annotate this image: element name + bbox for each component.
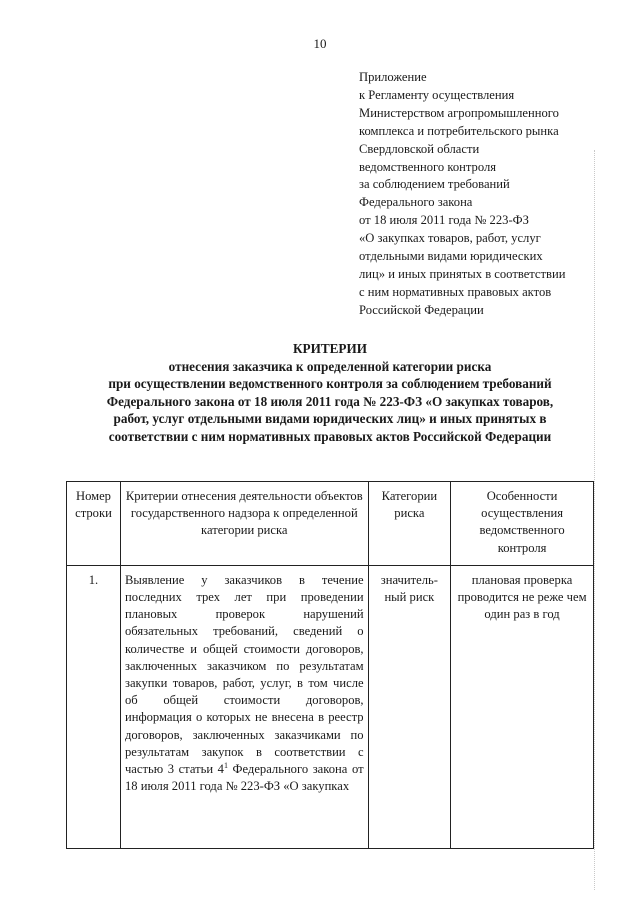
appendix-line: Свердловской области xyxy=(359,141,480,156)
appendix-line: Федерального закона xyxy=(359,195,473,210)
scan-edge-divider xyxy=(594,150,595,890)
table-row xyxy=(67,565,594,848)
header-criteria: Критерии отнесения деятельности объектов государственного надзора к определенной категории риска xyxy=(120,482,368,566)
row-risk-category: значитель-ный риск xyxy=(368,565,451,848)
row-number: 1. xyxy=(67,565,121,848)
title-line: соответствии с ним нормативных правовых актов Российской Федерации xyxy=(108,428,552,444)
appendix-line: отдельными видами юридических xyxy=(359,249,543,264)
appendix-line: Министерством агропромышленного xyxy=(359,105,559,120)
appendix-line: от 18 июля 2011 года № 223-ФЗ xyxy=(359,213,529,228)
header-control-features: Особенности осуществления ведомственного контроля xyxy=(451,482,594,566)
appendix-note xyxy=(359,69,609,320)
appendix-line: к Регламенту осуществления xyxy=(359,87,515,102)
appendix-line: с ним нормативных правовых актов xyxy=(359,284,552,299)
page-number: 10 xyxy=(313,36,327,51)
criterion-text-tail: Федерального закона от 18 июля 2011 года № 223-ФЗ «О закупках xyxy=(124,762,364,794)
appendix-line: Приложение xyxy=(359,70,427,84)
title-line: Федерального закона от 18 июля 2011 года № 223-ФЗ «О закупках товаров, xyxy=(106,393,554,409)
row-control-feature: плановая проверка проводится не реже чем один раз в год xyxy=(451,565,594,848)
criterion-superscript: 1 xyxy=(223,760,228,770)
appendix-line: лиц» и иных принятых в соответствии xyxy=(359,266,566,281)
appendix-line: за соблюдением требований xyxy=(359,177,510,192)
row-criterion xyxy=(120,565,368,848)
criteria-table xyxy=(66,481,594,849)
title-line: работ, услуг отдельными видами юридических лиц» и иных принятых в xyxy=(113,411,547,427)
header-risk-category: Категории риска xyxy=(368,482,451,566)
appendix-line: комплекса и потребительского рынка xyxy=(359,123,559,138)
table-header-row xyxy=(67,482,594,566)
title-heading: КРИТЕРИИ xyxy=(292,341,368,356)
appendix-line: Российской Федерации xyxy=(359,302,484,317)
document-title xyxy=(60,340,600,446)
title-line: при осуществлении ведомственного контроля за соблюдением требований xyxy=(108,376,552,392)
title-line: отнесения заказчика к определенной категории риска xyxy=(168,358,492,374)
criterion-text: Выявление у заказчиков в течение последних трех лет при проведении плановых проверок нарушений обязательных требований, сведений о количестве и общей стоимости договоров, заключенных заказчиком по результатам закупки товаров, работ, услуг, в том числе об общей стоимости договоров, информация о которых не внесена в реестр договоров, заключенных заказчиками по результатам закупок в соответствии с частью 3 статьи 4 xyxy=(124,572,364,777)
header-row-number: Номер строки xyxy=(67,482,121,566)
appendix-line: ведомственного контроля xyxy=(359,159,497,174)
appendix-line: «О закупках товаров, работ, услуг xyxy=(359,231,541,246)
